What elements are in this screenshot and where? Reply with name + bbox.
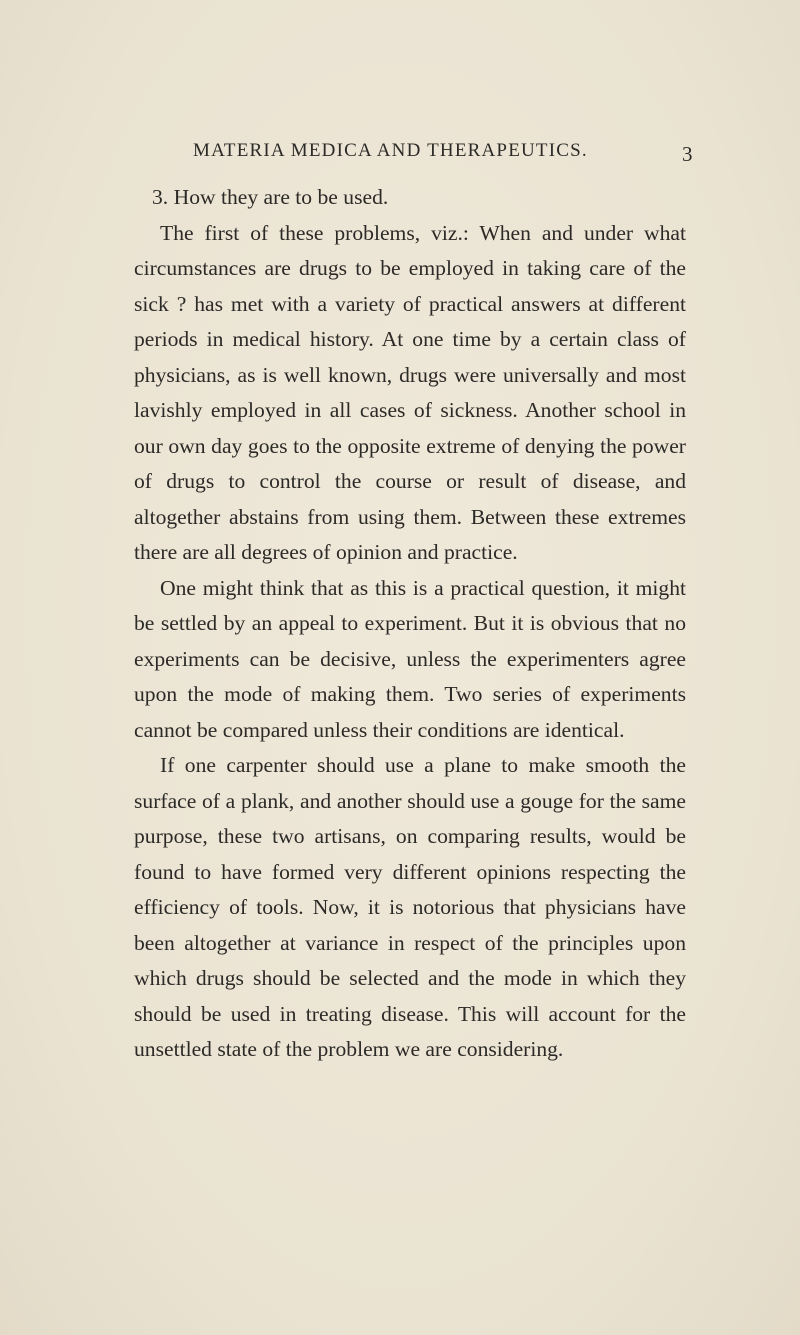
running-head-title: MATERIA MEDICA AND THERAPEUTICS. — [193, 140, 588, 161]
paragraph-1: 3. How they are to be used. — [152, 185, 389, 209]
paragraph-3: One might think that as this is a practical question, it might be settled by an appeal to experiment. But it is obvious that no experiments can be decisive, unless the experimenters agree upon the mode of making them. Two series of experiments cannot be compared unless their conditions are identical. — [134, 575, 686, 742]
paragraph-2: The first of these problems, viz.: When and under what circumstances are drugs to be employed in taking care of the sick ? has met with a variety of practical answers at different periods in medical history. At one time by a certain class of physicians, as is well known, drugs were universally and most lavishly employed in all cases of sickness. Another school in our own day goes to the opposite extreme of denying the power of drugs to control the course or result of disease, and altogether abstains from using them. Between these extremes there are all degrees of opinion and practice. — [134, 220, 686, 564]
running-header — [0, 140, 800, 168]
paragraph-4: If one carpenter should use a plane to make smooth the surface of a plank, and another should use a gouge for the same purpose, these two artisans, on comparing results, would be found to have formed very different opinions respecting the efficiency of tools. Now, it is notorious that physicians have been altogether at variance in respect of the principles upon which drugs should be selected and the mode in which they should be used in treating disease. This will account for the unsettled state of the problem we are considering. — [134, 753, 686, 1061]
page-number: 3 — [682, 142, 693, 166]
body-text — [134, 180, 686, 1068]
